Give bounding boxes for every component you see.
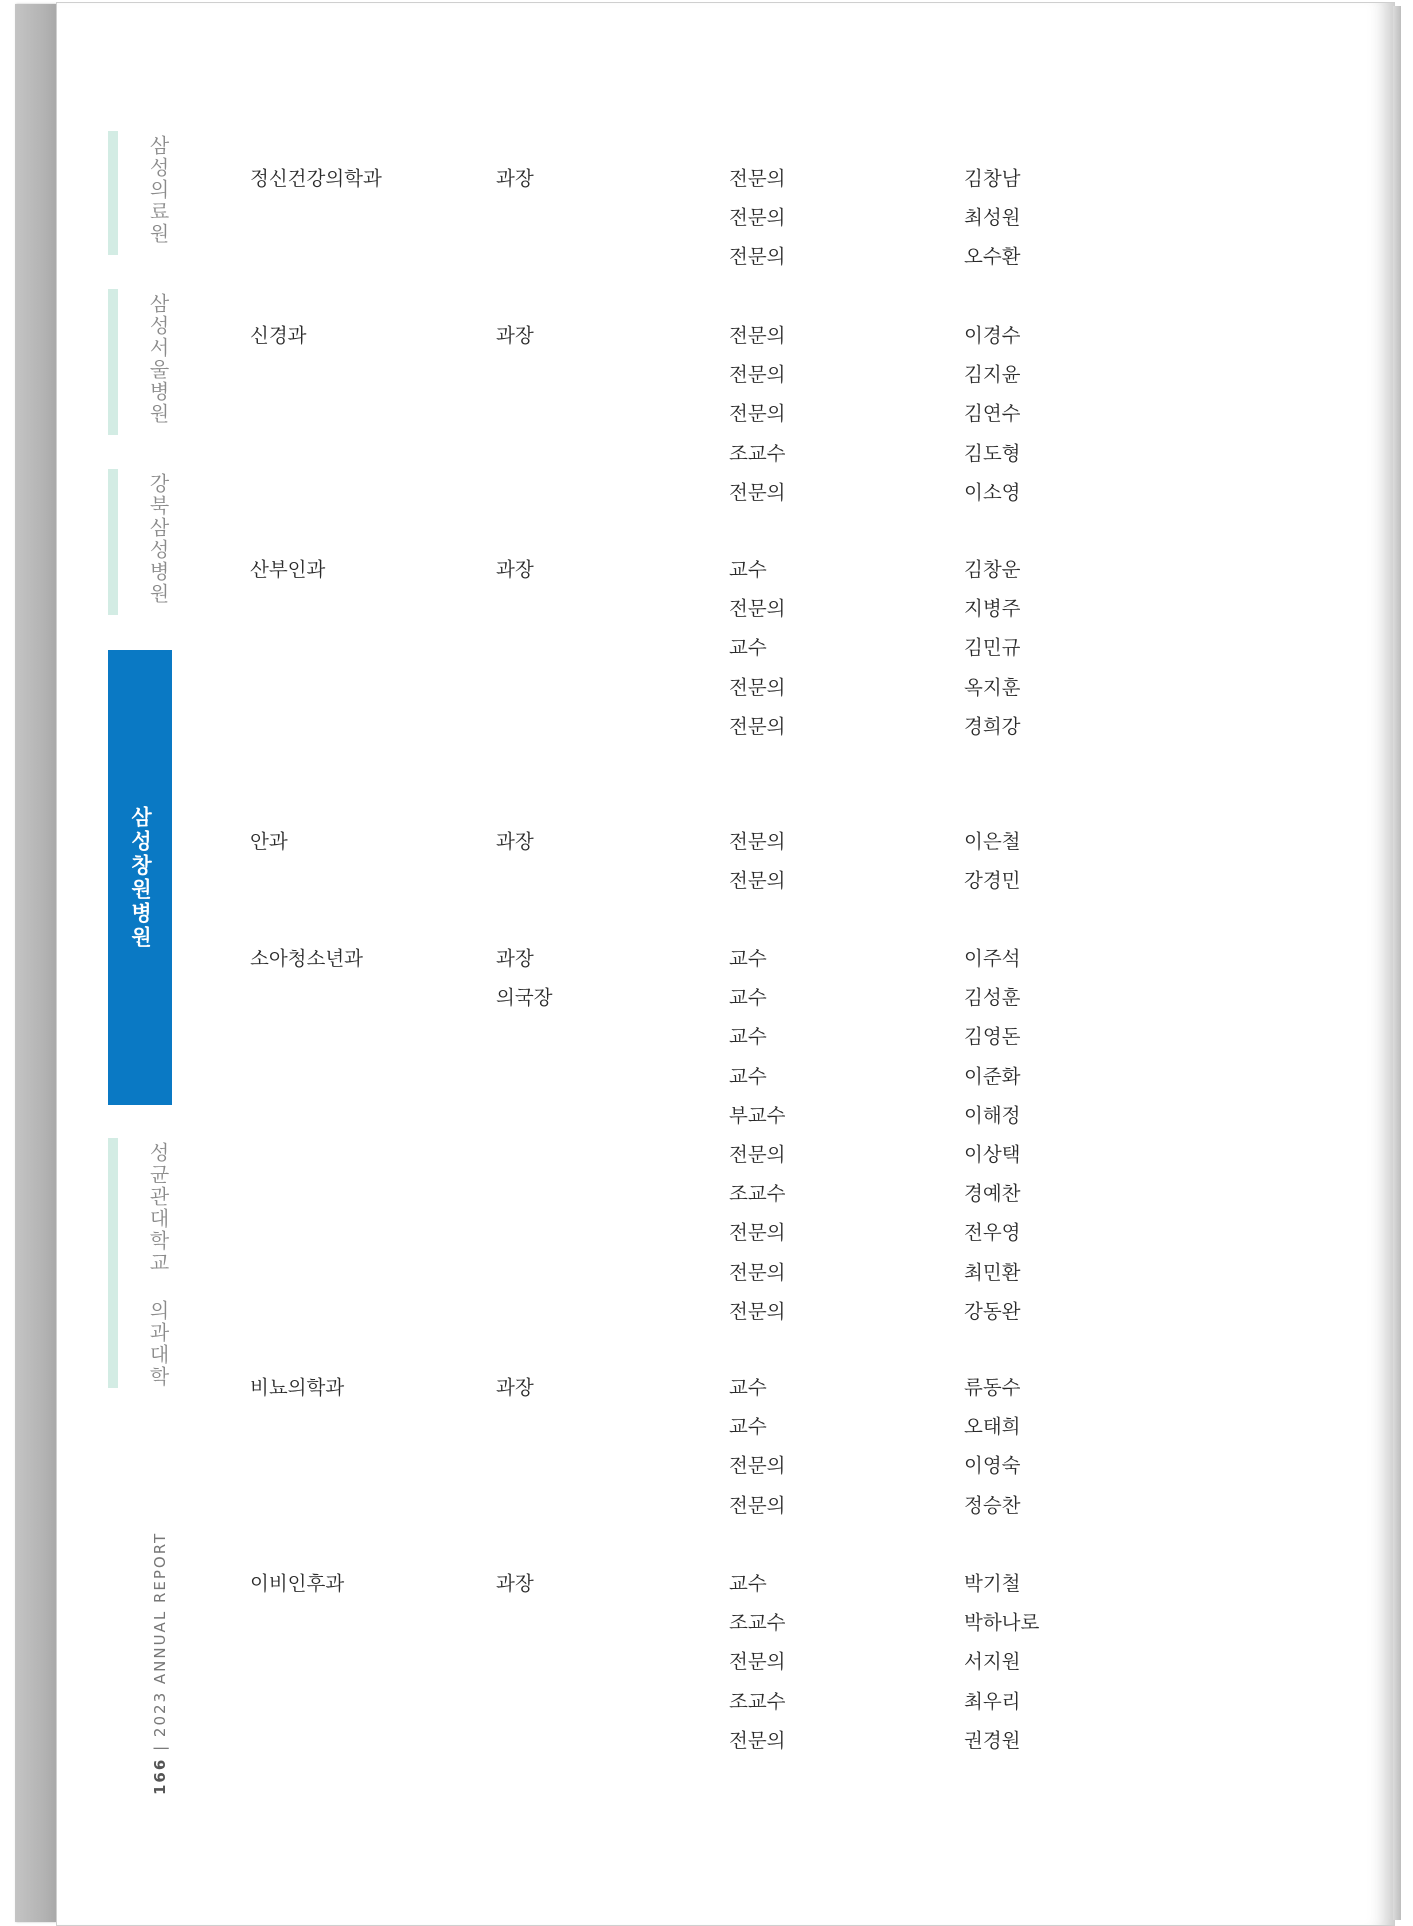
side-tab-samsung-changwon-hospital[interactable] [108, 650, 172, 1105]
staff-rank: 전문의 [729, 1728, 786, 1752]
report-title: 2023 ANNUAL REPORT [151, 1531, 169, 1738]
staff-name: 류동수 [964, 1376, 1021, 1399]
staff-rank: 전문의 [729, 324, 786, 347]
page-footer-label [151, 1532, 169, 1795]
department-head-title: 과장 [496, 1376, 534, 1399]
staff-rank: 전문의 [729, 363, 786, 387]
staff-name: 이소영 [964, 480, 1021, 504]
staff-name: 강동완 [964, 1299, 1021, 1323]
staff-name: 경예찬 [964, 1182, 1021, 1206]
staff-rank: 조교수 [729, 1182, 786, 1206]
staff-rank: 전문의 [729, 714, 786, 738]
department-name: 산부인과 [250, 558, 326, 581]
side-tab-skku-medicine[interactable] [108, 1138, 178, 1388]
department-head-title: 의국장 [496, 986, 553, 1010]
staff-name: 정승찬 [964, 1493, 1021, 1517]
staff-name: 김지윤 [964, 363, 1021, 387]
side-tab-label: 강북삼성병원 [146, 473, 170, 605]
staff-rank: 조교수 [729, 1689, 786, 1713]
staff-rank: 부교수 [729, 1103, 786, 1127]
department-head-title: 과장 [496, 324, 534, 347]
staff-rank: 전문의 [729, 1260, 786, 1284]
department-name: 이비인후과 [250, 1572, 345, 1595]
staff-name: 김도형 [964, 441, 1021, 465]
side-tab-bar [108, 469, 118, 615]
side-tab-label-active: 삼성창원병원 [128, 805, 153, 950]
staff-name: 김연수 [964, 402, 1021, 426]
staff-rank: 조교수 [729, 441, 786, 465]
staff-rank: 전문의 [729, 1221, 786, 1245]
staff-name: 오수환 [964, 245, 1021, 269]
book-spine [15, 4, 56, 1922]
side-tab-bar [108, 131, 118, 255]
side-tab-bar [108, 289, 118, 435]
staff-name: 옥지훈 [964, 675, 1021, 699]
staff-name: 이준화 [964, 1064, 1021, 1088]
staff-rank: 전문의 [729, 597, 786, 621]
staff-name: 이경수 [964, 324, 1021, 347]
staff-name: 박하나로 [964, 1611, 1040, 1635]
staff-name: 최성원 [964, 206, 1021, 230]
staff-rank: 교수 [729, 1025, 767, 1049]
staff-name: 이상택 [964, 1142, 1021, 1166]
department-head-title: 과장 [496, 558, 534, 581]
side-tab-samsung-seoul-hospital[interactable] [108, 289, 178, 435]
staff-rank: 조교수 [729, 1611, 786, 1635]
staff-name: 이해정 [964, 1103, 1021, 1127]
staff-rank: 전문의 [729, 1142, 786, 1166]
staff-name: 전우영 [964, 1221, 1021, 1245]
staff-rank: 교수 [729, 636, 767, 660]
staff-name: 김영돈 [964, 1025, 1021, 1049]
staff-rank: 전문의 [729, 480, 786, 504]
staff-name: 강경민 [964, 869, 1021, 893]
side-tab-kangbuk-samsung-hospital[interactable] [108, 469, 178, 615]
staff-rank: 전문의 [729, 1454, 786, 1478]
staff-name: 박기철 [964, 1572, 1021, 1595]
side-tab-label: 삼성의료원 [146, 135, 170, 245]
staff-name: 서지원 [964, 1650, 1021, 1674]
staff-name: 이주석 [964, 947, 1021, 970]
department-head-title: 과장 [496, 947, 534, 970]
staff-rank: 전문의 [729, 167, 786, 190]
department-name: 정신건강의학과 [250, 167, 382, 190]
page-edge [1393, 6, 1401, 1920]
separator: | [151, 1743, 169, 1751]
department-name: 안과 [250, 830, 288, 853]
staff-name: 이영숙 [964, 1454, 1021, 1478]
department-name: 소아청소년과 [250, 947, 364, 970]
staff-rank: 전문의 [729, 675, 786, 699]
staff-name: 경희강 [964, 714, 1021, 738]
department-name: 신경과 [250, 324, 307, 347]
staff-name: 김창남 [964, 167, 1021, 190]
staff-name: 이은철 [964, 830, 1021, 853]
staff-rank: 교수 [729, 986, 767, 1010]
staff-rank: 교수 [729, 1415, 767, 1439]
staff-rank: 교수 [729, 1572, 767, 1595]
staff-rank: 교수 [729, 1064, 767, 1088]
staff-rank: 전문의 [729, 1299, 786, 1323]
department-name: 비뇨의학과 [250, 1376, 345, 1399]
staff-name: 오태희 [964, 1415, 1021, 1439]
staff-name: 권경원 [964, 1728, 1021, 1752]
side-tab-label: 성균관대학교 의과대학 [146, 1142, 170, 1388]
staff-rank: 전문의 [729, 830, 786, 853]
page-number: 166 [151, 1757, 169, 1795]
staff-rank: 교수 [729, 947, 767, 970]
side-tab-samsung-medical-center[interactable] [108, 131, 178, 255]
staff-rank: 전문의 [729, 206, 786, 230]
staff-rank: 전문의 [729, 245, 786, 269]
staff-rank: 전문의 [729, 1650, 786, 1674]
staff-name: 최민환 [964, 1260, 1021, 1284]
staff-name: 김성훈 [964, 986, 1021, 1010]
staff-name: 김민규 [964, 636, 1021, 660]
staff-rank: 교수 [729, 1376, 767, 1399]
staff-name: 최우리 [964, 1689, 1021, 1713]
staff-name: 지병주 [964, 597, 1021, 621]
department-head-title: 과장 [496, 830, 534, 853]
staff-rank: 전문의 [729, 1493, 786, 1517]
staff-name: 김창운 [964, 558, 1021, 581]
staff-rank: 교수 [729, 558, 767, 581]
side-tab-label: 삼성서울병원 [146, 293, 170, 425]
department-head-title: 과장 [496, 1572, 534, 1595]
staff-rank: 전문의 [729, 869, 786, 893]
staff-rank: 전문의 [729, 402, 786, 426]
side-tab-bar [108, 1138, 118, 1388]
department-head-title: 과장 [496, 167, 534, 190]
